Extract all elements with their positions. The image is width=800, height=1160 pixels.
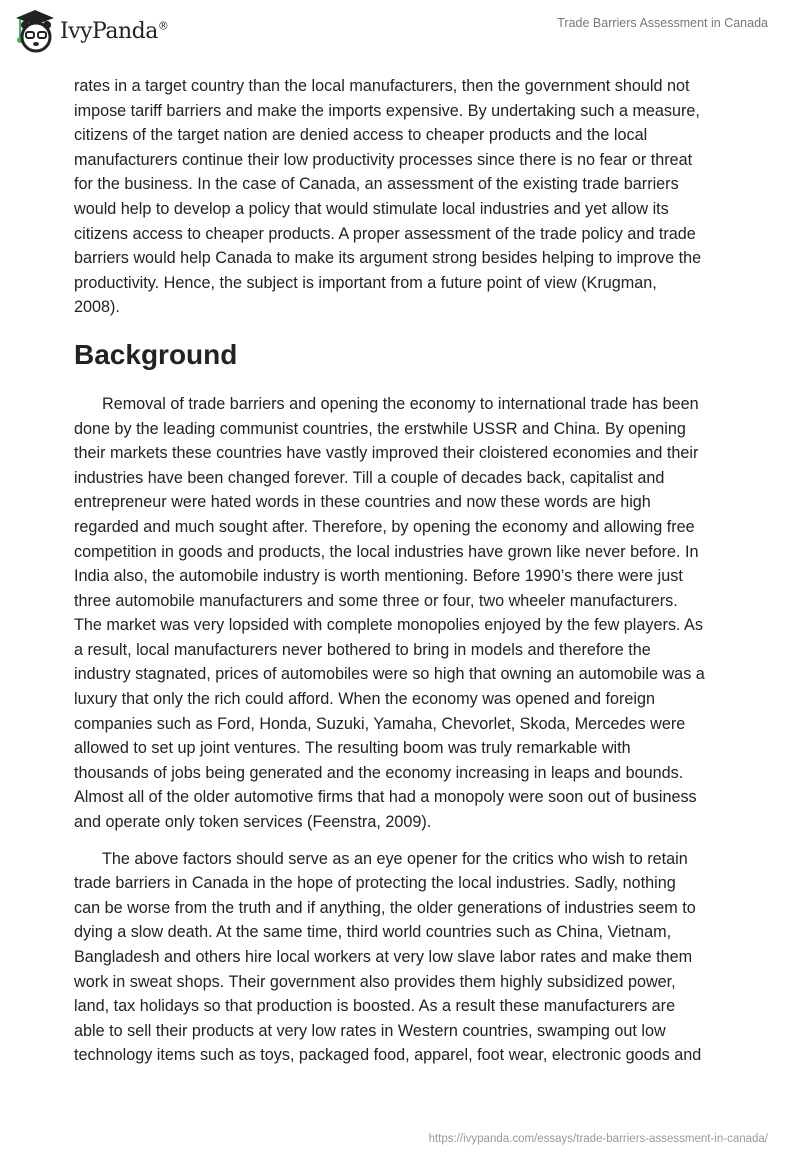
body-paragraph	[74, 392, 734, 835]
text-line: productivity. Hence, the subject is important from a future point of view (Krugman,	[74, 273, 657, 292]
text-line: 2008).	[74, 298, 120, 317]
text-line: industry stagnated, prices of automobiles were so high that owning an automobile was a	[74, 665, 705, 684]
section-heading: Background	[74, 338, 238, 370]
text-line: allowed to set up joint ventures. The resulting boom was truly remarkable with	[74, 739, 631, 758]
text-line: dying a slow death. At the same time, third world countries such as China, Vietnam,	[74, 923, 672, 942]
essay-content	[74, 74, 734, 1080]
text-line: The market was very lopsided with complete monopolies enjoyed by the few players. As	[74, 616, 703, 635]
text-line: The above factors should serve as an eye opener for the critics who wish to retain	[102, 849, 688, 868]
text-line: work in sweat shops. Their government also provides them highly subsidized power,	[74, 972, 676, 991]
text-line: barriers would help Canada to make its argument strong besides helping to improve the	[74, 249, 702, 268]
text-line: citizens of the target nation are denied access to cheaper products and the local	[74, 126, 648, 145]
panda-logo-icon	[14, 8, 56, 54]
text-line: able to sell their products at very low rates in Western countries, swamping out low	[74, 1021, 666, 1040]
text-line: luxury that only the rich could afford. When the economy was opened and foreign	[74, 690, 656, 709]
document-title: Trade Barriers Assessment in Canada	[557, 16, 768, 30]
body-paragraph	[74, 847, 734, 1068]
text-line: India also, the automobile industry is worth mentioning. Before 1990’s there were just	[74, 567, 683, 586]
text-line: technology items such as toys, packaged food, apparel, foot wear, electronic goods and	[74, 1046, 702, 1065]
text-line: for the business. In the case of Canada, an assessment of the existing trade barriers	[74, 175, 679, 194]
text-line: a result, local manufacturers never bothered to bring in models and therefore the	[74, 640, 651, 659]
text-line: rates in a target country than the local manufacturers, then the government should not	[74, 77, 690, 95]
source-url[interactable]: https://ivypanda.com/essays/trade-barriers-assessment-in-canada/	[428, 1133, 768, 1145]
text-line: manufacturers continue their low productivity processes since there is no fear or threat	[74, 150, 693, 169]
text-line: would help to develop a policy that would stimulate local industries and yet allow its	[74, 199, 669, 218]
text-line: industries have been changed forever. Till a couple of decades back, capitalist and	[74, 468, 665, 487]
text-line: companies such as Ford, Honda, Suzuki, Yamaha, Chevorlet, Skoda, Mercedes were	[74, 714, 686, 733]
text-line: done by the leading communist countries, the erstwhile USSR and China. By opening	[74, 419, 686, 438]
text-line: Bangladesh and others hire local workers at very low slave labor rates and make them	[74, 948, 693, 966]
text-line: Almost all of the older automotive firms that had a monopoly were soon out of business	[74, 788, 697, 807]
text-line: citizens access to cheaper products. A proper assessment of the trade policy and trade	[74, 224, 696, 243]
text-line: trade barriers in Canada in the hope of protecting the local industries. Sadly, nothing	[74, 874, 676, 893]
text-line: their markets these countries have vastly improved their cloistered economies and their	[74, 444, 699, 463]
text-line: impose tariff barriers and make the imports expensive. By undertaking such a measure,	[74, 101, 700, 120]
page-header	[0, 0, 800, 60]
text-line: competition in goods and products, the local industries have grown like never before. In	[74, 542, 699, 561]
text-line: thousands of jobs being generated and the economy increasing in leaps and bounds.	[74, 763, 684, 782]
text-line: and operate only token services (Feenstra, 2009).	[74, 813, 432, 832]
text-line: land, tax holidays so that production is boosted. As a result these manufacturers are	[74, 997, 676, 1016]
intro-paragraph	[74, 74, 734, 320]
logo-text: IvyPanda®	[60, 18, 169, 44]
text-line: three automobile manufacturers and some three or four, two wheeler manufacturers.	[74, 591, 678, 610]
ivypanda-logo[interactable]	[14, 8, 168, 54]
text-line: regarded and much sought after. Therefore, by opening the economy and allowing free	[74, 517, 695, 536]
text-line: Removal of trade barriers and opening the economy to international trade has been	[102, 394, 699, 413]
text-line: can be worse from the truth and if anything, the older generations of industries seem to	[74, 898, 696, 917]
text-line: entrepreneur were hated words in these countries and now these words are high	[74, 493, 651, 512]
